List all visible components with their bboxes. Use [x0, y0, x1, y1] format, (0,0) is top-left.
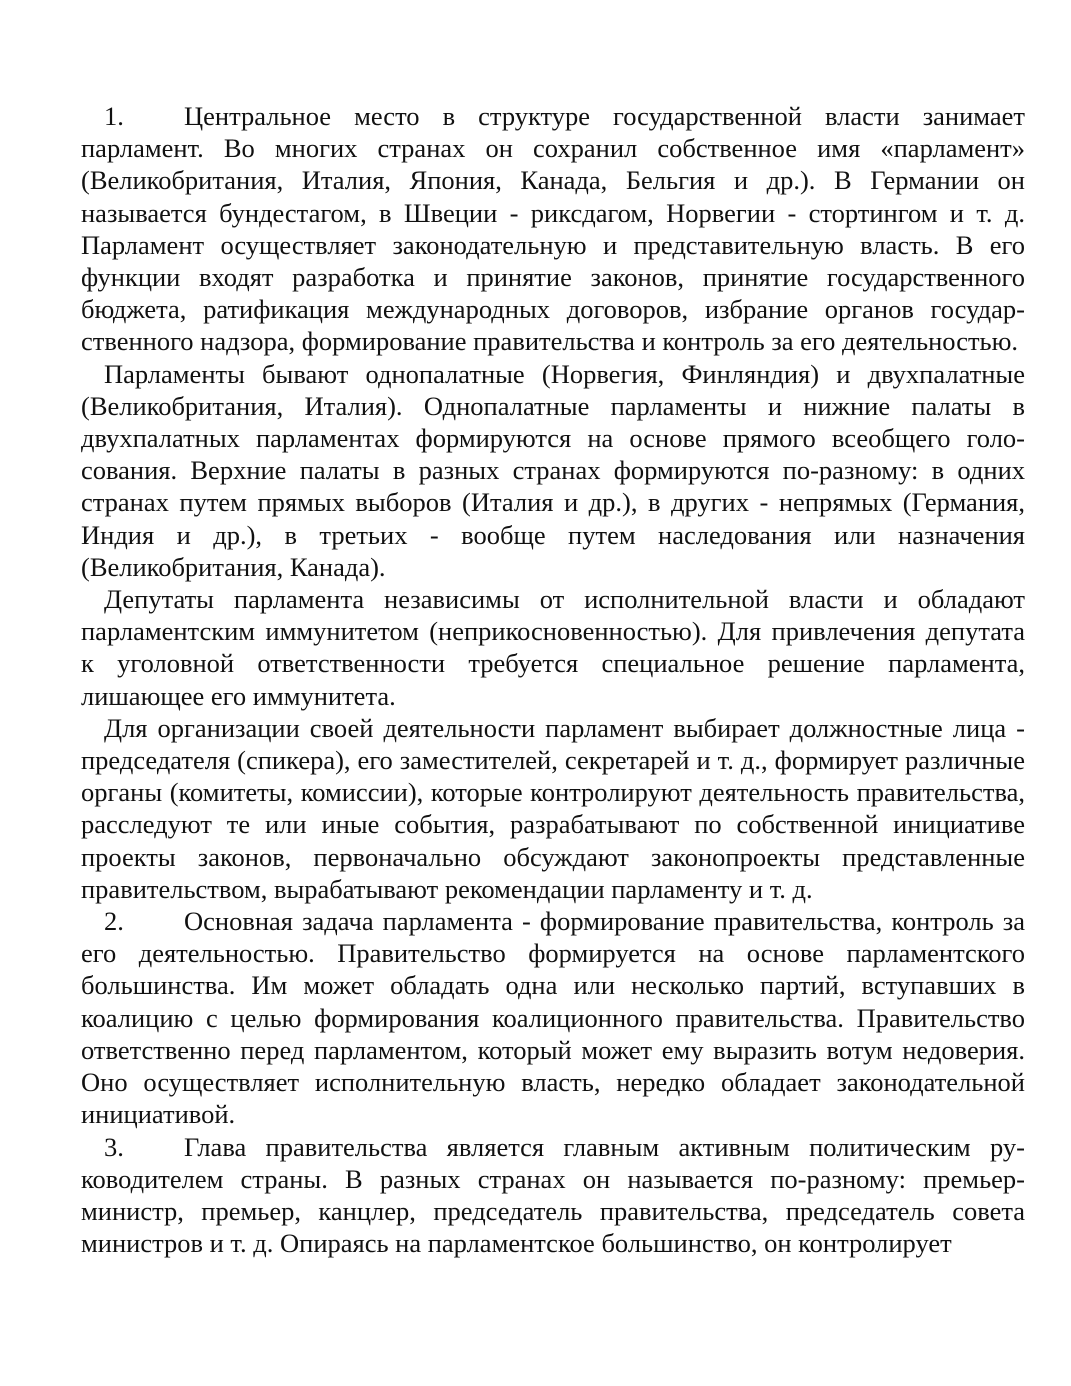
- paragraph-number: 1.: [104, 101, 124, 131]
- paragraph-number: 3.: [104, 1131, 124, 1162]
- paragraph-1: [81, 100, 1025, 358]
- paragraph-6: [81, 1131, 1025, 1260]
- paragraph-text: Центральное место в структуре государственной власти занимает парламент. Во многих странах он сохранил собственное имя «парламент» (Великобритания, Италия, Япония, Канада, Бельгия и др.). В Германии он называется бундестагом, в Швеции - риксдагом, Норвегии - стортингом и т. д. Парламент осуществляет законодательную и представительную власть. В его функции входят разработка и принятие законов, принятие государственного бюджета, ратификация международных договоров, избрание органов государственного надзора, формирование правительства и контроль за его деятельностью.: [81, 101, 1025, 357]
- paragraph-3: [81, 583, 1025, 712]
- paragraph-4: [81, 712, 1025, 905]
- paragraph-text: Депутаты парламента независимы от исполнительной власти и обладают парламентским иммунитетом (неприкосновенностью). Для привлечения депутата к уголовной ответственности требуется специальное решение парламента, лишающее его иммунитета.: [81, 584, 1025, 711]
- paragraph-text: Основная задача парламента - формирование правительства, контроль за его деятельностью. Правительство формируется на основе парламентского большинства. Им может обладать одна или несколько партий, вступавших в коалицию с целью формирования коалиционного правительства. Правительство ответственно перед парламентом, который может ему выразить вотум недоверия. Оно осуществляет исполнительную власть, нередко обладает законодательной инициативой.: [81, 906, 1025, 1130]
- paragraph-text: Парламенты бывают однопалатные (Норвегия, Финляндия) и двухпалатные (Великобритания, Италия). Однопалатные парламенты и нижние палаты в двухпалатных парламентах формируются на основе прямого всеобщего голосования. Верхние палаты в разных странах формируются по-разному: в одних странах путем прямых выборов (Италия и др.), в других - непрямых (Германия, Индия и др.), в третьих - вообще путем наследования или назначения (Великобритания, Канада).: [81, 358, 1025, 582]
- paragraph-5: [81, 905, 1025, 1130]
- paragraph-text: Глава правительства является главным активным политическим руководителем страны. В разных странах он называется по-разному: премьер-министр, премьер, канцлер, председатель правительства, председатель совета министров и т. д. Опираясь на парламентское большинство, он контролирует: [81, 1131, 1025, 1259]
- document-page: [81, 100, 1025, 1259]
- paragraph-2: [81, 358, 1025, 583]
- paragraph-text: Для организации своей деятельности парламент выбирает должностные лица - председателя (спикера), его заместителей, секретарей и т. д., формирует различные органы (комитеты, комиссии), которые контролируют деятельность правительства, расследуют те или иные события, разрабатывают по собственной инициативе проекты законов, первоначально обсуждают законопроекты представленные правительством, вырабатывают рекомендации парламенту и т. д.: [81, 712, 1025, 904]
- paragraph-number: 2.: [104, 906, 124, 937]
